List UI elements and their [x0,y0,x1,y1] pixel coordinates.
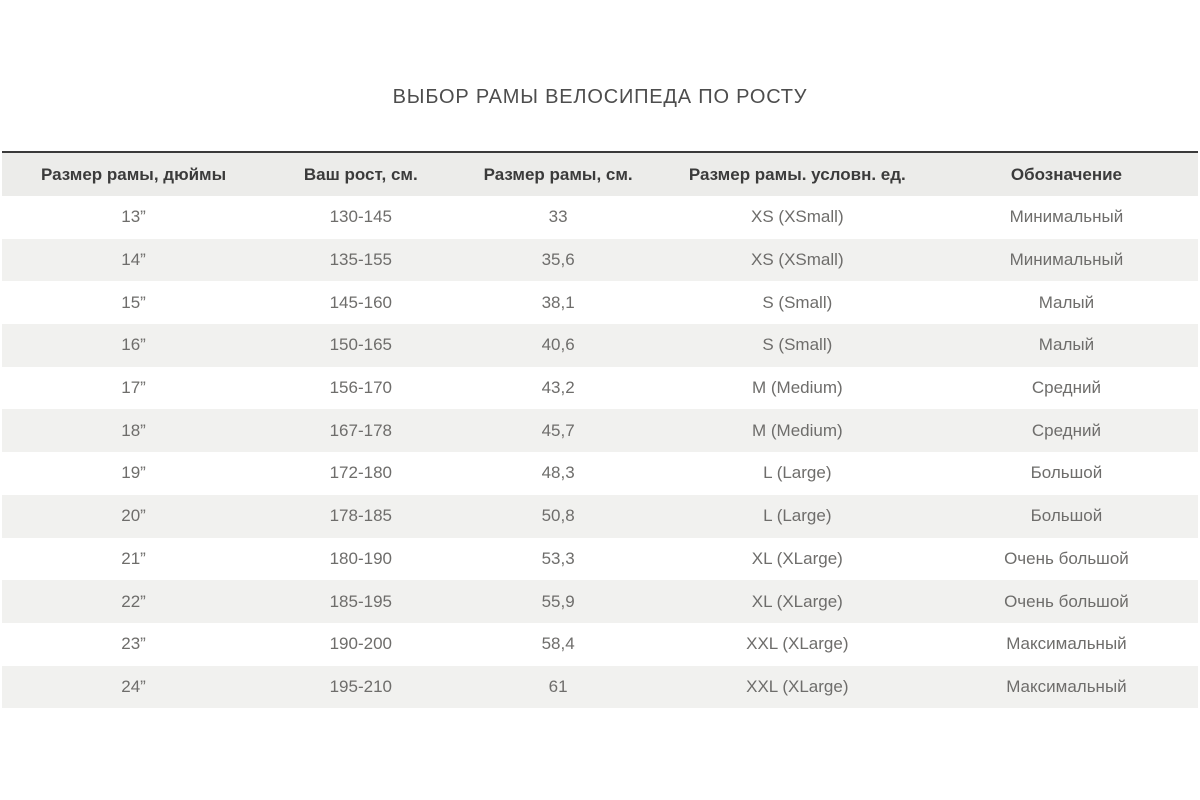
table-cell-1: 24” [121,676,146,696]
table-cell-4: XL (XLarge) [751,548,843,568]
table-cell-3: 50,8 [541,506,575,526]
table-cell-4: XXL (XLarge) [746,676,849,696]
table-cell-3: 61 [548,676,568,696]
table-cell-4: M (Medium) [751,420,843,440]
table-cell-5: Минимальный [1009,207,1124,227]
table-cell-4: M (Medium) [751,378,843,398]
table-cell-1: 22” [121,591,146,611]
table-cell-5: Максимальный [1006,634,1127,654]
table-cell-3: 35,6 [541,250,575,270]
table-cell-4: XXL (XLarge) [746,634,849,654]
table-cell-2: 185-195 [329,591,392,611]
table-cell-2: 178-185 [329,506,392,526]
column-header-4: Размер рамы. условн. ед. [660,152,935,196]
table-cell-2: 145-160 [329,292,392,312]
table-cell-5: Средний [1031,378,1101,398]
table-cell-5: Очень большой [1004,591,1129,611]
table-cell-1: 14” [121,250,146,270]
table-cell-4: S (Small) [762,292,833,312]
table-cell-2: 156-170 [329,378,392,398]
table-cell-2: 150-165 [329,335,392,355]
table-cell-4: XS (XSmall) [751,207,844,227]
table-row [2,196,1198,239]
table-cell-1: 20” [121,506,146,526]
table-cell-3: 58,4 [541,634,575,654]
table-cell-5: Очень большой [1004,548,1129,568]
table-cell-5: Малый [1038,335,1095,355]
table-cell-4: L (Large) [763,506,832,526]
table-cell-5: Большой [1030,463,1103,483]
table-cell-2: 135-155 [329,250,392,270]
table-cell-1: 18” [121,420,146,440]
table-cell-3: 43,2 [541,378,575,398]
table-row [2,666,1198,709]
table-cell-3: 33 [548,207,568,227]
table-cell-5: Средний [1031,420,1101,440]
column-header-2: Ваш рост, см. [265,152,456,196]
table-cell-2: 195-210 [329,676,392,696]
table-cell-1: 16” [121,335,146,355]
table-cell-3: 48,3 [541,463,575,483]
table-row [2,239,1198,282]
table-cell-2: 167-178 [329,420,392,440]
table-cell-1: 23” [121,634,146,654]
table-cell-1: 15” [121,292,146,312]
table-cell-4: XL (XLarge) [751,591,843,611]
table-row [2,281,1198,324]
table-row [2,580,1198,623]
table-row [2,452,1198,495]
column-header-5: Обозначение [935,152,1198,196]
table-cell-2: 190-200 [329,634,392,654]
table-body [2,196,1198,708]
table-header-row [2,152,1198,196]
table-cell-5: Большой [1030,506,1103,526]
table-header [2,152,1198,196]
table-cell-3: 38,1 [541,292,575,312]
table-cell-5: Максимальный [1006,676,1127,696]
table-row [2,367,1198,410]
table-row [2,538,1198,581]
table-cell-1: 17” [121,378,146,398]
page-title: ВЫБОР РАМЫ ВЕЛОСИПЕДА ПО РОСТУ [392,86,808,108]
table-cell-3: 53,3 [541,548,575,568]
table-cell-5: Минимальный [1009,250,1124,270]
table-cell-4: XS (XSmall) [751,250,844,270]
table-cell-2: 180-190 [329,548,392,568]
table-cell-4: L (Large) [763,463,832,483]
table-row [2,495,1198,538]
table-cell-1: 13” [121,207,146,227]
table-cell-3: 45,7 [541,420,575,440]
table-cell-1: 19” [121,463,146,483]
table-cell-5: Малый [1038,292,1095,312]
table-cell-2: 130-145 [329,207,392,227]
column-header-1: Размер рамы, дюймы [2,152,265,196]
table-cell-3: 40,6 [541,335,575,355]
table-cell-2: 172-180 [329,463,392,483]
column-header-3: Размер рамы, см. [456,152,659,196]
table-cell-1: 21” [121,548,146,568]
table-cell-4: S (Small) [762,335,833,355]
table-row [2,623,1198,666]
table-cell-3: 55,9 [541,591,575,611]
table-row [2,409,1198,452]
table-row [2,324,1198,367]
frame-size-table [2,151,1198,708]
